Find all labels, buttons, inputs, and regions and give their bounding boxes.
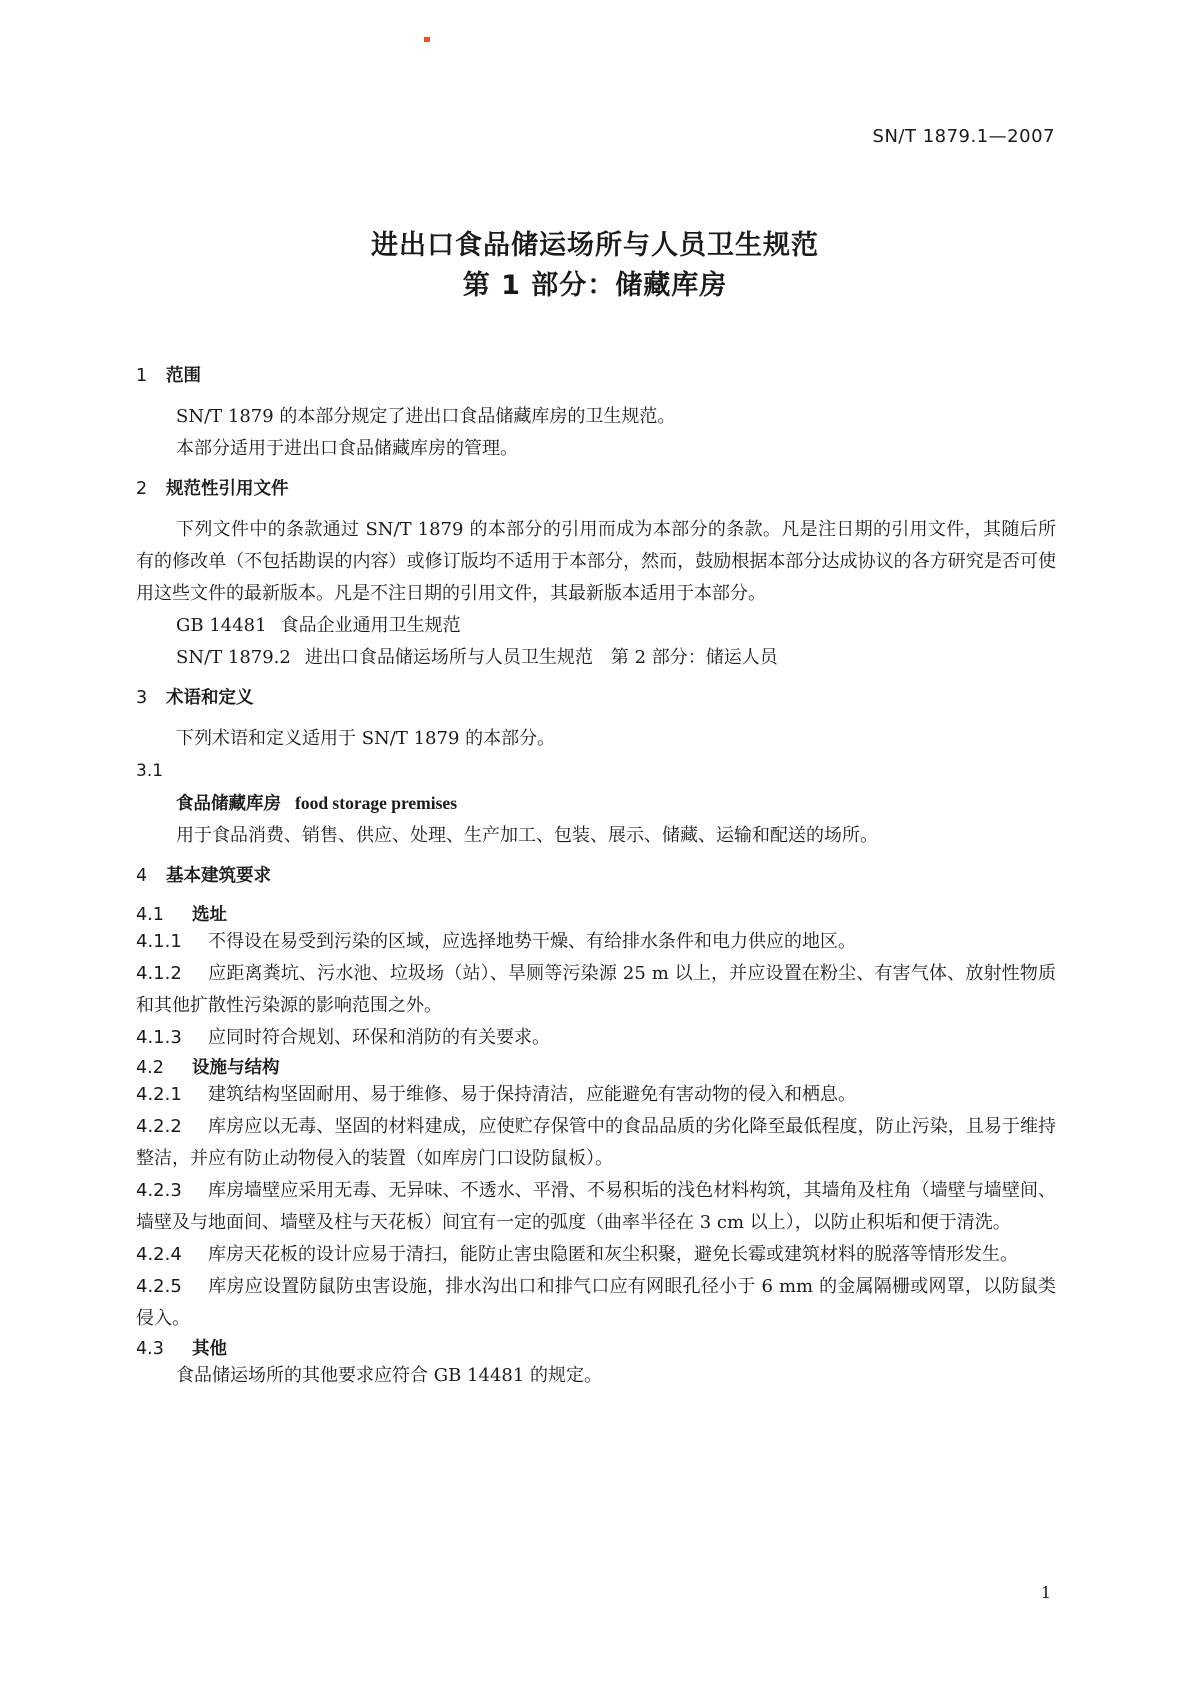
section-4-heading — [136, 862, 1056, 887]
standard-code: SN/T 1879.1—2007 — [872, 126, 1055, 147]
term-english: food storage premises — [295, 793, 458, 813]
subsection-number: 4.2 — [136, 1058, 164, 1078]
orange-mark — [424, 37, 430, 42]
paragraph: 下列文件中的条款通过 SN/T 1879 的本部分的引用而成为本部分的条款。凡是注日期的引用文件，其随后所有的修改单（不包括勘误的内容）或修订版均不适用于本部分，然而，鼓励根据本部分达成协议的各方研究是否可使用这些文件的最新版本。凡是不注日期的引用文件，其最新版本适用于本部分。 — [136, 519, 1056, 604]
clause-number: 4.2.5 — [136, 1276, 182, 1297]
subsection-4-2-heading — [136, 1054, 1056, 1079]
clause-text: 应距离粪坑、污水池、垃圾场（站）、旱厕等污染源 25 m 以上，并应设置在粉尘、有害气体、放射性物质和其他扩散性污染源的影响范围之外。 — [136, 963, 1056, 1016]
term-number: 3.1 — [136, 761, 164, 781]
document-title — [0, 226, 1190, 306]
clause-text: 建筑结构坚固耐用、易于维修、易于保持清洁，应能避免有害动物的侵入和栖息。 — [208, 1084, 856, 1105]
clause-text: 库房应以无毒、坚固的材料建成，应使贮存保管中的食品品质的劣化降至最低程度，防止污染，且易于维持整洁，并应有防止动物侵入的装置（如库房门口设防鼠板）。 — [136, 1116, 1056, 1169]
clause-number: 4.1.2 — [136, 963, 182, 984]
paragraph: 本部分适用于进出口食品储藏库房的管理。 — [176, 438, 518, 459]
clause-number: 4.1.3 — [136, 1027, 182, 1048]
section-number: 4 — [136, 866, 148, 886]
section-title: 基本建筑要求 — [166, 866, 271, 886]
clause — [136, 1271, 1056, 1335]
section-title: 规范性引用文件 — [166, 479, 289, 499]
section-number: 2 — [136, 479, 148, 499]
clause-text: 库房天花板的设计应易于清扫，能防止害虫隐匿和灰尘积聚，避免长霉或建筑材料的脱落等情形发生。 — [208, 1244, 1018, 1265]
clause — [136, 1111, 1056, 1175]
section-title: 范围 — [166, 366, 201, 386]
clause-number: 4.2.1 — [136, 1084, 182, 1105]
clause-text: 不得设在易受到污染的区域，应选择地势干燥、有给排水条件和电力供应的地区。 — [208, 931, 856, 952]
clause-number: 4.1.1 — [136, 931, 182, 952]
paragraph: SN/T 1879 的本部分规定了进出口食品储藏库房的卫生规范。 — [176, 406, 676, 427]
section-1-heading — [136, 362, 1056, 387]
reference-code: SN/T 1879.2 — [176, 647, 291, 668]
title-line-1: 进出口食品储运场所与人员卫生规范 — [371, 230, 819, 261]
clause — [136, 1022, 1056, 1054]
document-body — [136, 362, 1056, 1392]
section-2-heading — [136, 475, 1056, 500]
clause-text: 库房墙壁应采用无毒、无异味、不透水、平滑、不易积垢的浅色材料构筑，其墙角及柱角（墙壁与墙壁间、墙壁及与地面间、墙壁及柱与天花板）间宜有一定的弧度（曲率半径在 3 cm 以上），以防止积垢和便于清洗。 — [136, 1180, 1056, 1233]
paragraph: 下列术语和定义适用于 SN/T 1879 的本部分。 — [176, 728, 556, 749]
subsection-title: 设施与结构 — [192, 1058, 280, 1078]
term-chinese: 食品储藏库房 — [176, 794, 281, 814]
clause-number: 4.2.3 — [136, 1180, 182, 1201]
section-title: 术语和定义 — [166, 688, 254, 708]
reference-item — [136, 610, 1056, 642]
reference-title: 食品企业通用卫生规范 — [280, 615, 461, 636]
section-3-heading — [136, 684, 1056, 709]
section-number: 1 — [136, 366, 148, 386]
clause-text: 库房应设置防鼠防虫害设施，排水沟出口和排气口应有网眼孔径小于 6 mm 的金属隔栅或网罩，以防鼠类侵入。 — [136, 1276, 1056, 1329]
subsection-4-3-heading — [136, 1335, 1056, 1360]
clause — [136, 958, 1056, 1022]
reference-item — [136, 642, 1056, 674]
subsection-number: 4.1 — [136, 905, 164, 925]
reference-title: 进出口食品储运场所与人员卫生规范 第 2 部分：储运人员 — [304, 647, 778, 668]
clause-text: 应同时符合规划、环保和消防的有关要求。 — [208, 1027, 550, 1048]
paragraph: 食品储运场所的其他要求应符合 GB 14481 的规定。 — [176, 1365, 603, 1386]
clause — [136, 1175, 1056, 1239]
subsection-4-1-heading — [136, 901, 1056, 926]
subsection-title: 选址 — [192, 905, 227, 925]
term-heading — [136, 787, 1056, 820]
title-line-2: 第 1 部分：储藏库房 — [462, 270, 728, 301]
clause — [136, 926, 1056, 958]
section-number: 3 — [136, 688, 148, 708]
clause — [136, 1079, 1056, 1111]
reference-code: GB 14481 — [176, 615, 267, 636]
clause-number: 4.2.2 — [136, 1116, 182, 1137]
subsection-number: 4.3 — [136, 1339, 164, 1359]
term-definition: 用于食品消费、销售、供应、处理、生产加工、包装、展示、储藏、运输和配送的场所。 — [176, 825, 878, 846]
page-number: 1 — [1040, 1583, 1051, 1602]
subsection-title: 其他 — [192, 1339, 227, 1359]
clause-number: 4.2.4 — [136, 1244, 182, 1265]
clause — [136, 1239, 1056, 1271]
